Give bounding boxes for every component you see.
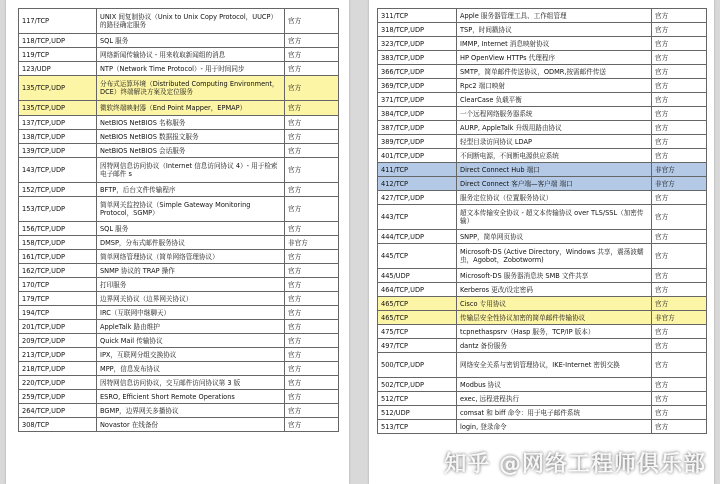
status-cell: 官方 bbox=[652, 392, 707, 406]
status-cell: 官方 bbox=[285, 320, 339, 334]
table-row bbox=[19, 116, 339, 130]
description-cell: login, 登录命令 bbox=[457, 420, 652, 434]
table-row bbox=[378, 378, 707, 392]
table-row bbox=[378, 79, 707, 93]
port-cell: 213/TCP,UDP bbox=[19, 348, 97, 362]
table-row bbox=[378, 93, 707, 107]
description-cell: Microsoft-DS (Active Directory，Windows 共享，震荡波蠕虫，Agobot，Zobotworm) bbox=[457, 244, 652, 269]
status-cell: 官方 bbox=[285, 292, 339, 306]
description-cell: NTP（Network Time Protocol）- 用于时间同步 bbox=[97, 62, 285, 76]
table-row bbox=[19, 144, 339, 158]
description-cell: 传输层安全性协议加密的简单邮件传输协议 bbox=[457, 311, 652, 325]
status-cell: 官方 bbox=[285, 101, 339, 116]
description-cell: 微软终端映射器（End Point Mapper，EPMAP） bbox=[97, 101, 285, 116]
table-row bbox=[19, 264, 339, 278]
port-cell: 383/TCP,UDP bbox=[378, 51, 457, 65]
table-row bbox=[378, 37, 707, 51]
status-cell: 官方 bbox=[652, 269, 707, 283]
port-cell: 162/TCP,UDP bbox=[19, 264, 97, 278]
status-cell: 非官方 bbox=[652, 177, 707, 191]
status-cell: 官方 bbox=[285, 376, 339, 390]
table-row bbox=[378, 230, 707, 244]
table-row bbox=[19, 183, 339, 197]
table-row bbox=[378, 51, 707, 65]
status-cell: 官方 bbox=[285, 222, 339, 236]
description-cell: 网络新闻传输协议 - 用来收取新闻组的消息 bbox=[97, 48, 285, 62]
table-row bbox=[378, 9, 707, 23]
port-cell: 500/TCP,UDP bbox=[378, 353, 457, 378]
description-cell: Direct Connect Hub 端口 bbox=[457, 163, 652, 177]
port-cell: 464/TCP,UDP bbox=[378, 283, 457, 297]
table-row bbox=[19, 306, 339, 320]
right-page bbox=[369, 0, 714, 484]
port-cell: 465/TCP bbox=[378, 311, 457, 325]
description-cell: NetBIOS NetBIOS 会话服务 bbox=[97, 144, 285, 158]
port-cell: 427/TCP,UDP bbox=[378, 191, 457, 205]
status-cell: 官方 bbox=[652, 121, 707, 135]
status-cell: 官方 bbox=[652, 230, 707, 244]
table-row bbox=[19, 404, 339, 418]
status-cell: 官方 bbox=[652, 191, 707, 205]
port-cell: 123/UDP bbox=[19, 62, 97, 76]
description-cell: IMMP, Internet 消息映射协议 bbox=[457, 37, 652, 51]
status-cell: 官方 bbox=[285, 306, 339, 320]
port-cell: 118/TCP,UDP bbox=[19, 34, 97, 48]
status-cell: 官方 bbox=[652, 107, 707, 121]
port-cell: 161/TCP,UDP bbox=[19, 250, 97, 264]
status-cell: 官方 bbox=[652, 93, 707, 107]
status-cell: 官方 bbox=[652, 406, 707, 420]
table-row bbox=[378, 177, 707, 191]
description-cell: HP OpenView HTTPs 代理程序 bbox=[457, 51, 652, 65]
status-cell: 官方 bbox=[652, 79, 707, 93]
table-row bbox=[378, 149, 707, 163]
table-row bbox=[378, 392, 707, 406]
description-cell: UNIX 间复制协议（Unix to Unix Copy Protocol，UUCP）的路径确定服务 bbox=[97, 9, 285, 34]
status-cell: 官方 bbox=[285, 62, 339, 76]
table-row bbox=[19, 278, 339, 292]
description-cell: Rpc2 端口映射 bbox=[457, 79, 652, 93]
table-row bbox=[378, 23, 707, 37]
status-cell: 官方 bbox=[285, 48, 339, 62]
table-row bbox=[19, 101, 339, 116]
description-cell: Direct Connect 客户端—客户端 端口 bbox=[457, 177, 652, 191]
status-cell: 官方 bbox=[285, 144, 339, 158]
port-cell: 512/UDP bbox=[378, 406, 457, 420]
table-row bbox=[19, 236, 339, 250]
description-cell: 边界网关协议（边界网关协议） bbox=[97, 292, 285, 306]
port-cell: 139/TCP,UDP bbox=[19, 144, 97, 158]
port-cell: 318/TCP,UDP bbox=[378, 23, 457, 37]
status-cell: 官方 bbox=[285, 197, 339, 222]
status-cell: 官方 bbox=[285, 158, 339, 183]
description-cell: Modbus 协议 bbox=[457, 378, 652, 392]
table-row bbox=[19, 250, 339, 264]
table-row bbox=[378, 269, 707, 283]
description-cell: exec, 远程进程执行 bbox=[457, 392, 652, 406]
status-cell: 官方 bbox=[285, 362, 339, 376]
table-row bbox=[19, 48, 339, 62]
table-row bbox=[378, 65, 707, 79]
status-cell: 官方 bbox=[652, 283, 707, 297]
port-cell: 401/TCP,UDP bbox=[378, 149, 457, 163]
port-cell: 152/TCP,UDP bbox=[19, 183, 97, 197]
table-row bbox=[378, 311, 707, 325]
status-cell: 官方 bbox=[285, 250, 339, 264]
description-cell: NetBIOS NetBIOS 名称服务 bbox=[97, 116, 285, 130]
port-cell: 497/TCP bbox=[378, 339, 457, 353]
status-cell: 官方 bbox=[652, 244, 707, 269]
description-cell: SQL 服务 bbox=[97, 34, 285, 48]
table-row bbox=[378, 244, 707, 269]
table-row bbox=[378, 406, 707, 420]
description-cell: DMSP，分布式邮件服务协议 bbox=[97, 236, 285, 250]
table-row bbox=[19, 197, 339, 222]
description-cell: 打印服务 bbox=[97, 278, 285, 292]
description-cell: Quick Mail 传输协议 bbox=[97, 334, 285, 348]
port-cell: 323/TCP,UDP bbox=[378, 37, 457, 51]
table-row bbox=[378, 163, 707, 177]
port-cell: 444/TCP,UDP bbox=[378, 230, 457, 244]
port-cell: 387/TCP,UDP bbox=[378, 121, 457, 135]
table-row bbox=[378, 325, 707, 339]
table-row bbox=[19, 222, 339, 236]
port-cell: 411/TCP bbox=[378, 163, 457, 177]
description-cell: 因特网信息访问协议（Internet 信息访问协议 4）- 用于检索电子邮件 s bbox=[97, 158, 285, 183]
status-cell: 官方 bbox=[285, 9, 339, 34]
port-cell: 153/TCP,UDP bbox=[19, 197, 97, 222]
description-cell: SNMP 协议的 TRAP 操作 bbox=[97, 264, 285, 278]
port-cell: 201/TCP,UDP bbox=[19, 320, 97, 334]
description-cell: Novastor 在线备份 bbox=[97, 418, 285, 432]
table-row bbox=[378, 339, 707, 353]
table-row bbox=[19, 76, 339, 101]
description-cell: AppleTalk 路由维护 bbox=[97, 320, 285, 334]
description-cell: 分布式运算环境（Distributed Computing Environment，DCE）终端解决方案及定位服务 bbox=[97, 76, 285, 101]
table-row bbox=[378, 353, 707, 378]
status-cell: 官方 bbox=[652, 65, 707, 79]
description-cell: NetBIOS NetBIOS 数据报文服务 bbox=[97, 130, 285, 144]
port-cell: 389/TCP,UDP bbox=[378, 135, 457, 149]
description-cell: 超文本传输安全协议 - 超文本传输协议 over TLS/SSL（加密传输） bbox=[457, 205, 652, 230]
table-row bbox=[19, 418, 339, 432]
port-cell: 170/TCP bbox=[19, 278, 97, 292]
description-cell: 不间断电源，不间断电源供应系统 bbox=[457, 149, 652, 163]
table-row bbox=[378, 135, 707, 149]
port-cell: 264/TCP,UDP bbox=[19, 404, 97, 418]
description-cell: IRC（互联网中继聊天） bbox=[97, 306, 285, 320]
status-cell: 官方 bbox=[652, 297, 707, 311]
port-cell: 137/TCP,UDP bbox=[19, 116, 97, 130]
status-cell: 官方 bbox=[285, 76, 339, 101]
port-cell: 371/TCP,UDP bbox=[378, 93, 457, 107]
port-cell: 443/TCP bbox=[378, 205, 457, 230]
port-cell: 209/TCP,UDP bbox=[19, 334, 97, 348]
port-table-right bbox=[377, 8, 707, 434]
description-cell: TSP，时间戳协议 bbox=[457, 23, 652, 37]
table-row bbox=[19, 9, 339, 34]
port-cell: 308/TCP bbox=[19, 418, 97, 432]
port-cell: 445/TCP bbox=[378, 244, 457, 269]
description-cell: 简单网络管理协议（简单网络管理协议） bbox=[97, 250, 285, 264]
table-row bbox=[378, 191, 707, 205]
status-cell: 官方 bbox=[285, 130, 339, 144]
status-cell: 官方 bbox=[652, 325, 707, 339]
table-row bbox=[19, 158, 339, 183]
status-cell: 官方 bbox=[285, 116, 339, 130]
description-cell: 轻型目录访问协议 LDAP bbox=[457, 135, 652, 149]
watermark-text: 知乎 @网络工程师俱乐部 bbox=[444, 452, 706, 477]
port-cell: 369/TCP,UDP bbox=[378, 79, 457, 93]
table-row bbox=[19, 34, 339, 48]
table-row bbox=[378, 107, 707, 121]
port-cell: 218/TCP,UDP bbox=[19, 362, 97, 376]
description-cell: ESRO, Efficient Short Remote Operations bbox=[97, 390, 285, 404]
description-cell: Kerberos 更改/设定密码 bbox=[457, 283, 652, 297]
port-cell: 502/TCP,UDP bbox=[378, 378, 457, 392]
table-row bbox=[19, 376, 339, 390]
status-cell: 官方 bbox=[652, 149, 707, 163]
table-row bbox=[19, 320, 339, 334]
status-cell: 官方 bbox=[285, 264, 339, 278]
port-cell: 143/TCP,UDP bbox=[19, 158, 97, 183]
table-row bbox=[19, 390, 339, 404]
description-cell: 一个远程网络服务器系统 bbox=[457, 107, 652, 121]
status-cell: 官方 bbox=[285, 278, 339, 292]
table-row bbox=[378, 121, 707, 135]
status-cell: 官方 bbox=[285, 404, 339, 418]
port-table-left bbox=[18, 8, 339, 432]
status-cell: 官方 bbox=[652, 339, 707, 353]
description-cell: 简单网关监控协议（Simple Gateway Monitoring Protocol，SGMP） bbox=[97, 197, 285, 222]
port-cell: 475/TCP bbox=[378, 325, 457, 339]
table-row bbox=[378, 297, 707, 311]
description-cell: dantz 备份服务 bbox=[457, 339, 652, 353]
port-cell: 138/TCP,UDP bbox=[19, 130, 97, 144]
port-cell: 156/TCP,UDP bbox=[19, 222, 97, 236]
description-cell: 因特网信息访问协议，交互邮件访问协议第 3 版 bbox=[97, 376, 285, 390]
description-cell: SMTP，简单邮件传送协议，ODMR,按需邮件传送 bbox=[457, 65, 652, 79]
table-row bbox=[378, 283, 707, 297]
status-cell: 官方 bbox=[652, 378, 707, 392]
port-cell: 194/TCP bbox=[19, 306, 97, 320]
table-row bbox=[378, 205, 707, 230]
table-row bbox=[378, 420, 707, 434]
left-page bbox=[6, 0, 349, 484]
port-cell: 119/TCP bbox=[19, 48, 97, 62]
port-cell: 412/TCP bbox=[378, 177, 457, 191]
status-cell: 官方 bbox=[652, 135, 707, 149]
status-cell: 官方 bbox=[285, 348, 339, 362]
port-cell: 513/TCP bbox=[378, 420, 457, 434]
port-cell: 135/TCP,UDP bbox=[19, 76, 97, 101]
status-cell: 官方 bbox=[652, 9, 707, 23]
description-cell: comsat 和 biff 命令：用于电子邮件系统 bbox=[457, 406, 652, 420]
status-cell: 官方 bbox=[652, 23, 707, 37]
description-cell: 网络安全关系与密钥管理协议，IKE-Internet 密钥交换 bbox=[457, 353, 652, 378]
status-cell: 非官方 bbox=[652, 311, 707, 325]
description-cell: Cisco 专用协议 bbox=[457, 297, 652, 311]
status-cell: 官方 bbox=[652, 420, 707, 434]
port-cell: 465/TCP bbox=[378, 297, 457, 311]
port-cell: 135/TCP,UDP bbox=[19, 101, 97, 116]
description-cell: ClearCase 负载平衡 bbox=[457, 93, 652, 107]
description-cell: BGMP，边界网关多播协议 bbox=[97, 404, 285, 418]
description-cell: MPP，信息发布协议 bbox=[97, 362, 285, 376]
status-cell: 官方 bbox=[285, 418, 339, 432]
table-row bbox=[19, 334, 339, 348]
description-cell: AURP, AppleTalk 升级用路由协议 bbox=[457, 121, 652, 135]
status-cell: 官方 bbox=[285, 183, 339, 197]
status-cell: 官方 bbox=[652, 51, 707, 65]
description-cell: BFTP，后台文件传输程序 bbox=[97, 183, 285, 197]
description-cell: IPX，互联网分组交换协议 bbox=[97, 348, 285, 362]
port-cell: 259/TCP,UDP bbox=[19, 390, 97, 404]
port-cell: 158/TCP,UDP bbox=[19, 236, 97, 250]
port-cell: 384/TCP,UDP bbox=[378, 107, 457, 121]
table-row bbox=[19, 62, 339, 76]
port-cell: 220/TCP,UDP bbox=[19, 376, 97, 390]
status-cell: 官方 bbox=[652, 353, 707, 378]
description-cell: Apple 服务器管理工具、工作组管理 bbox=[457, 9, 652, 23]
description-cell: tcpnethaspsrv（Hasp 服务，TCP/IP 版本） bbox=[457, 325, 652, 339]
port-cell: 445/UDP bbox=[378, 269, 457, 283]
port-cell: 311/TCP bbox=[378, 9, 457, 23]
port-cell: 117/TCP bbox=[19, 9, 97, 34]
description-cell: 服务定位协议（位置服务协议） bbox=[457, 191, 652, 205]
description-cell: SQL 服务 bbox=[97, 222, 285, 236]
description-cell: SNPP，简单网页协议 bbox=[457, 230, 652, 244]
table-row bbox=[19, 348, 339, 362]
status-cell: 非官方 bbox=[652, 163, 707, 177]
port-cell: 512/TCP bbox=[378, 392, 457, 406]
status-cell: 官方 bbox=[652, 37, 707, 51]
status-cell: 官方 bbox=[652, 205, 707, 230]
status-cell: 官方 bbox=[285, 390, 339, 404]
table-row bbox=[19, 130, 339, 144]
status-cell: 非官方 bbox=[285, 236, 339, 250]
port-cell: 179/TCP bbox=[19, 292, 97, 306]
table-row bbox=[19, 292, 339, 306]
port-cell: 366/TCP,UDP bbox=[378, 65, 457, 79]
status-cell: 官方 bbox=[285, 34, 339, 48]
table-row bbox=[19, 362, 339, 376]
description-cell: Microsoft-DS 服务器消息块 SMB 文件共享 bbox=[457, 269, 652, 283]
status-cell: 官方 bbox=[285, 334, 339, 348]
